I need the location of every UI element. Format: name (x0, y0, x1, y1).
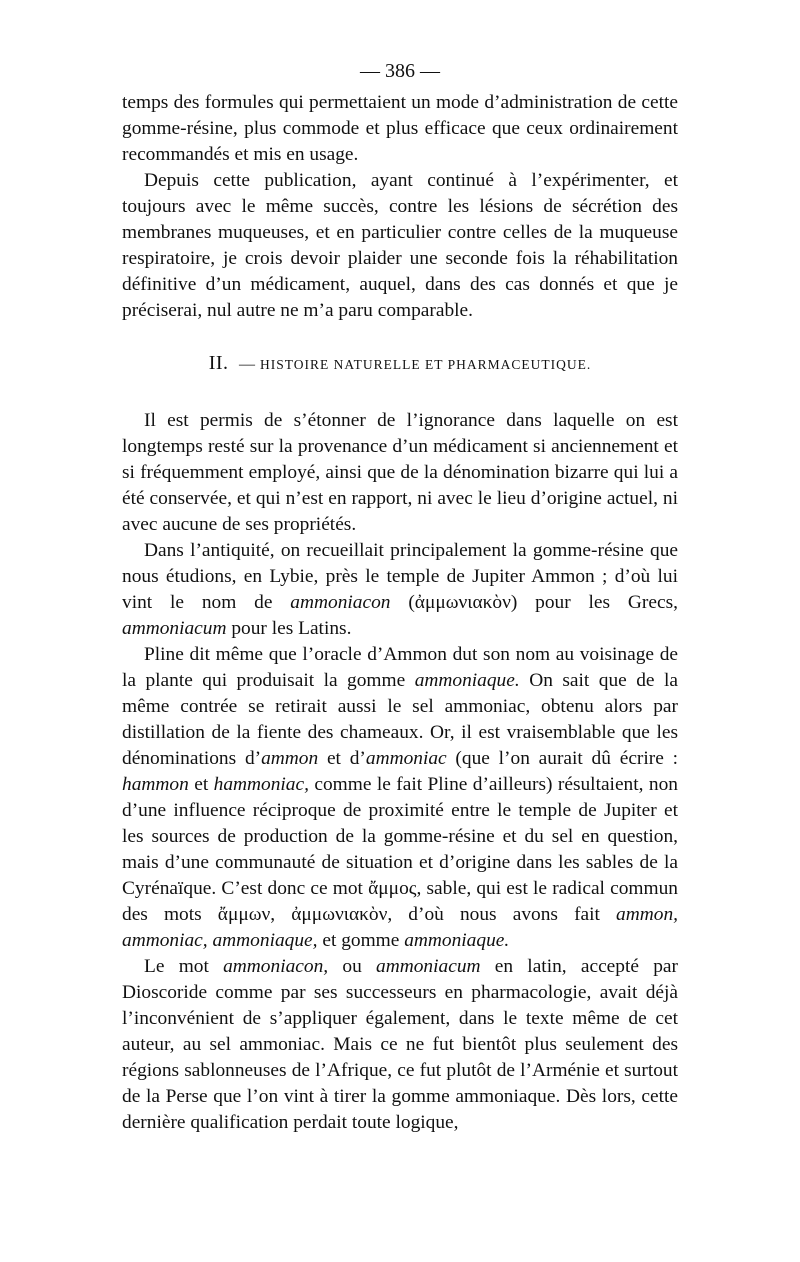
text-run: et (188, 774, 214, 795)
italic-term: ammoniacum (376, 956, 481, 977)
italic-term: ammoniacum (122, 618, 227, 639)
paragraph-depuis: Depuis cette publication, ayant continué à l’expérimenter, et toujours avec le même succès, contre les lésions de sécrétion des membranes muqueuses, et en particulier contre celles de la muqueuse respiratoire, je crois devoir plaider une seconde fois la réhabilitation définitive d’un médicament, auquel, dans des cas donnés et que je préciserai, nul autre ne m’a paru comparable. (122, 170, 678, 321)
text-run: Le mot (144, 956, 224, 977)
paragraph-antiquite (122, 538, 678, 642)
paragraph-le-mot (122, 954, 678, 1136)
text-run: On sait que de la même contrée se retirait aussi le sel ammoniac, obtenu alors par distillation de la fiente des chameaux. Or, il est vraisemblable que les dénominations d’ (122, 670, 678, 769)
italic-term: ammon (261, 748, 319, 769)
text-run: et d’ (318, 748, 366, 769)
text-run: ou (328, 956, 377, 977)
italic-term: ammoniaque. (404, 930, 510, 951)
text-run: comme le fait Pline d’ailleurs) résultaient, non d’une influence réciproque de proximité entre le temple de Jupiter et les sources de production de la gomme-résine et du sel en question, mais d’une communauté de situation et d’origine dans les sables de la Cyrénaïque. C’est donc ce mot ἄμμος, sable, qui est le radical commun des mots ἄμμων, ἀμμωνιακὸν, d’où nous avons fait (122, 774, 678, 925)
section-number: II. (208, 352, 229, 374)
text-run: pour les Latins. (226, 618, 352, 639)
text-run: Dans l’antiquité, on recueillait principalement la gomme-résine que nous étudions, en Lybie, près le temple de Jupiter Ammon ; d’où lui vint le nom de (122, 540, 678, 613)
italic-term: ammon, ammoniac, ammoniaque, (122, 904, 678, 951)
page-number: — 386 — (360, 60, 440, 82)
text-run: (que l’on aurait dû écrire : (446, 748, 678, 769)
book-page (122, 58, 678, 1136)
italic-term: ammoniacon (290, 592, 391, 613)
text-run: en latin, accepté par Dioscoride comme par ses successeurs en pharmacologie, avait déjà l’inconvénient de s’appliquer également, dans le texte même de cet auteur, au sel ammoniac. Mais ce ne fut bientôt plus seulement des régions sablonneuses de l’Afrique, ce fut plutôt de l’Arménie et surtout de la Perse que l’on vint à tirer la gomme ammoniaque. Dès lors, cette dernière qualification perdait toute logique, (122, 956, 678, 1133)
text-run: (ἀμμωνιακὸν) pour les Grecs, (390, 592, 678, 613)
paragraph-continuation: temps des formules qui permettaient un mode d’administration de cette gomme-résine, plus commode et plus efficace que ceux ordinairement recommandés et mis en usage. (122, 92, 678, 165)
text-run: Pline dit même que l’oracle d’Ammon dut son nom au voisinage de la plante qui produisait la gomme (122, 644, 678, 691)
section-title: HISTOIRE NATURELLE ET PHARMACEUTIQUE. (260, 357, 592, 372)
italic-term: ammoniacon, (223, 956, 329, 977)
section-dash: — (239, 356, 256, 373)
italic-term: ammoniac (365, 748, 447, 769)
text-run: et gomme (317, 930, 405, 951)
italic-term: hammon (122, 774, 189, 795)
italic-term: ammoniaque. (414, 670, 520, 691)
paragraph-ignorance: Il est permis de s’étonner de l’ignorance dans laquelle on est longtemps resté sur la provenance d’un médicament si anciennement et si fréquemment employé, ainsi que de la dénomination bizarre qui lui a été conservée, et qui n’est en rapport, ni avec le lieu d’origine actuel, ni avec aucune de ses propriétés. (122, 410, 678, 535)
italic-term: hammoniac, (213, 774, 309, 795)
section-heading (122, 352, 678, 376)
paragraph-pline (122, 642, 678, 954)
